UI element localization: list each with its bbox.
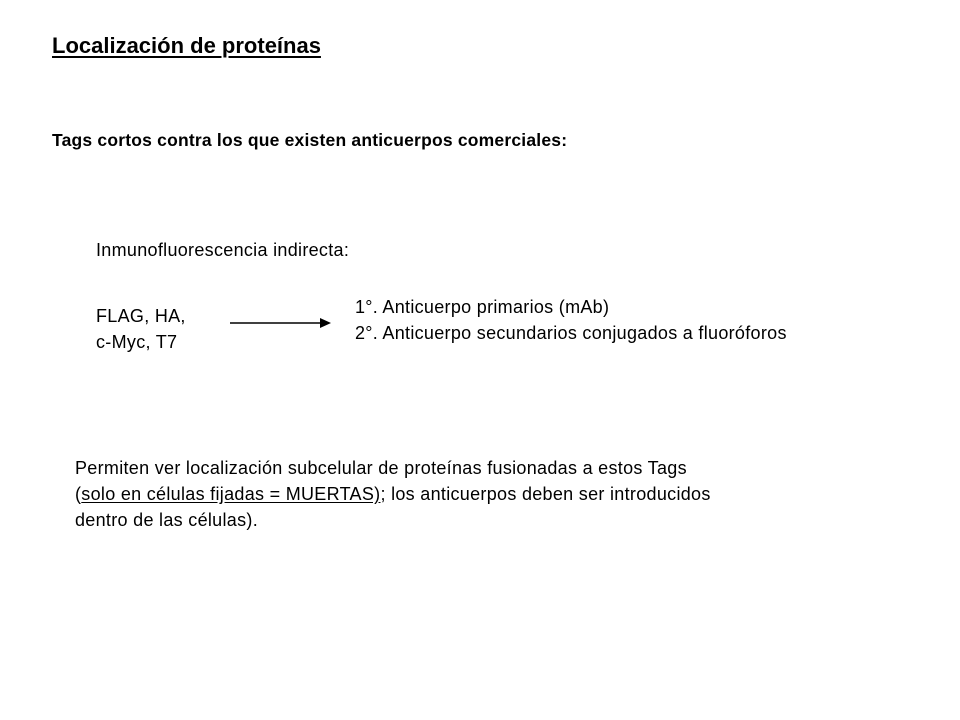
- paragraph-open-paren: (: [75, 484, 82, 504]
- antibody-steps: [355, 294, 787, 346]
- paragraph-line-1: Permiten ver localización subcelular de proteínas fusionadas a estos Tags: [75, 458, 687, 478]
- tags-list: [96, 303, 186, 355]
- tags-line-1: FLAG, HA,: [96, 306, 186, 326]
- slide-title: Localización de proteínas: [52, 33, 321, 58]
- paragraph-line-3: dentro de las células).: [75, 510, 258, 530]
- method-label: Inmunofluorescencia indirecta:: [96, 240, 350, 260]
- step-primary: 1°. Anticuerpo primarios (mAb): [355, 297, 610, 317]
- paragraph-line-2: [75, 481, 711, 507]
- tags-line-2: c-Myc, T7: [96, 332, 178, 352]
- step-secondary: 2°. Anticuerpo secundarios conjugados a fluoróforos: [355, 323, 787, 343]
- right-arrow-icon: [230, 313, 332, 333]
- paragraph-underlined-text: solo en células fijadas = MUERTAS): [81, 484, 381, 504]
- slide-subtitle: Tags cortos contra los que existen anticuerpos comerciales:: [52, 130, 568, 150]
- explanation-paragraph: [75, 455, 711, 533]
- paragraph-line-2-rest: ; los anticuerpos deben ser introducidos: [380, 484, 711, 504]
